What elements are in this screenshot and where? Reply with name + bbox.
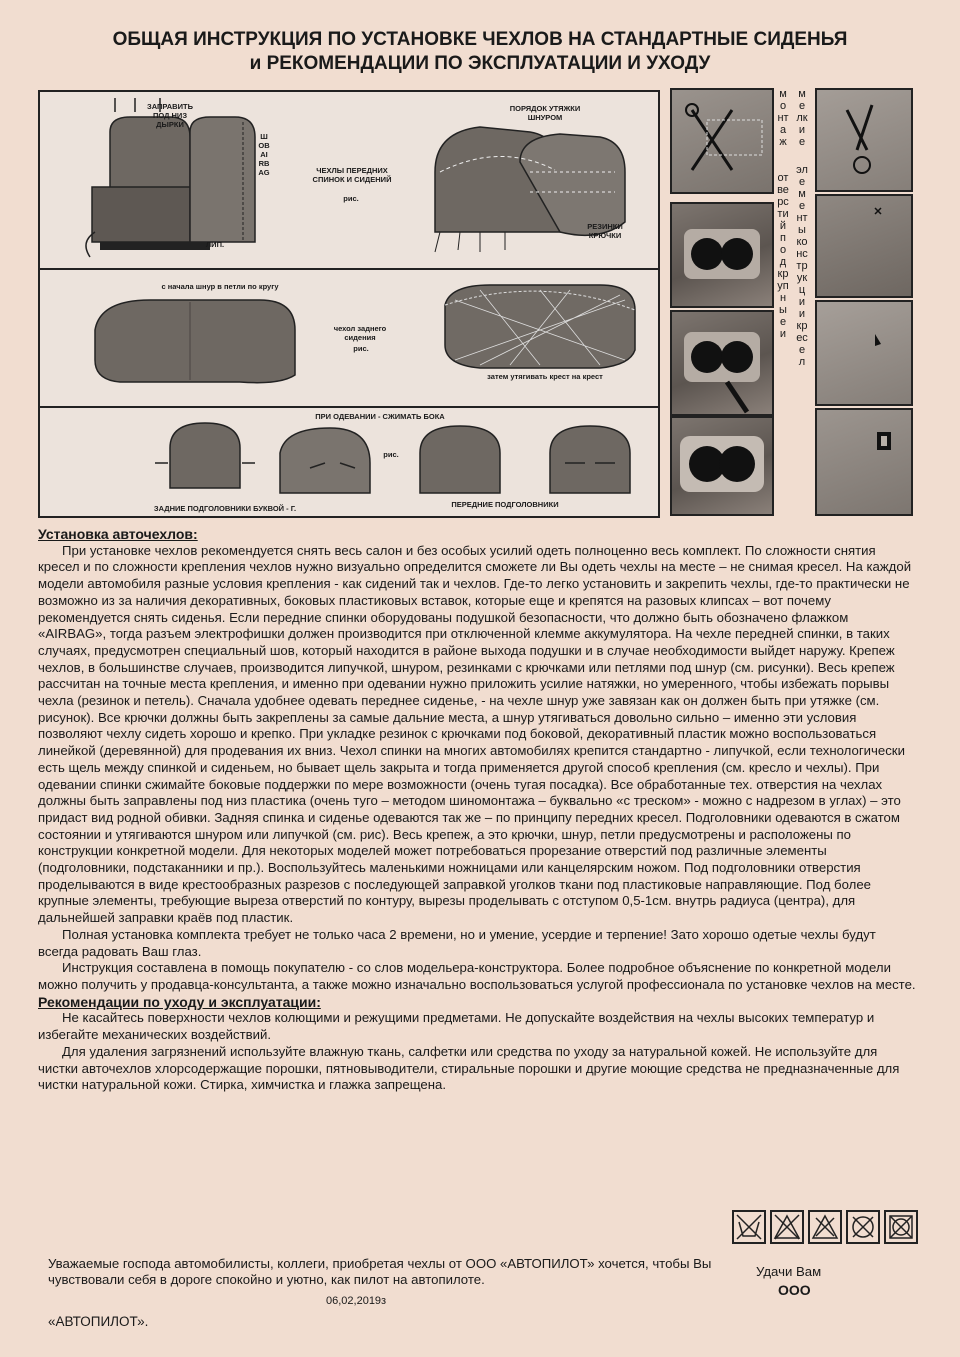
photo-cupholder-3 <box>670 416 774 516</box>
label-front-headrests: ПЕРЕДНИЕ ПОДГОЛОВНИКИ <box>451 500 559 509</box>
footer-greeting: Удачи Вам <box>756 1264 822 1279</box>
no-chlorine-icon <box>808 1210 842 1244</box>
install-paragraph-1: При установке чехлов рекомендуется снять весь салон и без особых усилий одеть полноценно весь комплект. По сложности снятия кресел и по сложности крепления чехлов нужно визуально определится сможете ли Вы одеть чехлы на месте – не снимая кресел. На каждой модели автомобиля разные условия крепления - как сидений так и чехлов. Где-то легко установить и закрепить чехлы, где-то практически не возможно из за наличия декоративных, боковых пластиковых вставок, которые еще и крепятся на разовых клипсах – вот почему рекомендуется снять сиденья. Если передние спинки оборудованы подушкой безопасности, что должно быть обозначено флажком «AIRBAG», тогда разъем электрофишки должен производится при отключенной клемме аккумулятора. На чехле передней спинки, в таких случаях, предусмотрен специальный шов, который находится в районе выхода подушки и в случае необходимости выйдет наружу. Крепеж чехлов, в большинстве случаев, производится липучкой, шнуром, резинками с крючками или петлями под шнур (см. рисунки). Весь крепеж рассчитан на точные места крепления, и именно при одевании нужно приложить усилие натяжки, но умеренного, чтобы избежать порывы чехла (резинок и петель). Сначала удобнее одевать переднее сиденье, - на чехле шнур уже завязан как он должен быть при утяжке (см. рисунок). Все крючки должны быть закреплены за самые дальние места, а шнур утягиваться довольно сильно – именно эти условия позволяют чехлу сидеть хорошо и крепко. При укладке резинок с крючками под боковой, декоративный пластик можно воспользоваться линейкой (деревянной) для продевания их вниз. Чехол спинки на многих автомобилях крепится стандартно - липучкой, если технологически есть щель между спинкой и сиденьем, но бывает щель закрыта и тогда применяется другой способ крепления (см. кресло и чехлы). При одевании спинки сжимайте боковые поддержки по мере возможности (очень тугая посадка). Все обработанные тех. отверстия на чехлах должны быть заправлены под низ пластика (очень туго – методом шиномонтажа – буквально «с треском» - можно с надрезом в углах) – это придаст вид родной обивки. Задняя спинка и сиденье одеваются так же – по принципу передних кресел. Подголовники одеваются в сжатом состоянии и утягиваются шнуром или липучкой (см. рис). Весь крепеж, а это крючки, шнур, петли предусмотрены и расположены по конструкции конкретной модели. Для некоторых моделей может потребоваться прорезание отверстий под различные элементы (подголовники, подстаканники и пр.). Воспользуйтесь маленькими ножницами или канцелярским ножом. Под подголовники отверстия проделываются в виде крестообразных разрезов с последующей заправкой уголков ткани под пластиковые направляющие. Под более крупные элементы, требующие выреза отверстий по контуру, вырезы проделывать с отступом 0,5-1см. внутрь радиуса (центра), для дальнейшей заправки краёв под пластик. <box>38 542 912 926</box>
care-symbols <box>732 1210 918 1248</box>
no-tumble-dry-icon <box>884 1210 918 1244</box>
title-line-2: и РЕКОМЕНДАЦИИ ПО ЭКСПЛУАТАЦИИ И УХОДУ <box>249 53 711 74</box>
figure-front-seats <box>40 92 658 270</box>
label-front-covers: ЧЕХЛЫ ПЕРЕДНИХ СПИНОК И СИДЕНИЙ <box>312 166 392 184</box>
install-heading: Установка авточехлов: <box>38 526 198 542</box>
label-lacing-order: ПОРЯДОК УТЯЖКИ ШНУРОМ <box>509 104 581 122</box>
label-tuck-under: ЗАПРАВИТЬ ПОД НИЗ ДЫРКИ <box>147 102 193 129</box>
instruction-text <box>38 526 918 1094</box>
label-fig-3: рис. <box>383 450 399 459</box>
photo-cupholder-1 <box>670 202 774 308</box>
care-paragraph-2: Для удаления загрязнений используйте влажную ткань, салфетки или средства по уходу за натуральной кожей. Не используйте для чистки авточехлов хлорсодержащие порошки, пятновыводители, стиральные порошки и другие моющие средства не предназначенные для чистки натуральной кожи. Стирка, химчистка и глажка запрещена. <box>38 1043 900 1093</box>
footer-line-2: чувствовали себя в дороге спокойно и уютно, как пилот на автопилоте. <box>48 1272 485 1287</box>
photo-cross-mark <box>815 194 913 298</box>
figure-headrests <box>40 408 658 518</box>
label-elastic-hooks: РЕЗИНКИ КРЮЧКИ <box>587 222 623 240</box>
label-rear-cover: чехол заднего сидения <box>333 324 387 342</box>
side-note-holes: отверстий под крупные и <box>777 172 789 340</box>
footer-ooo: ООО <box>778 1282 811 1298</box>
footer-date: 06,02,2019з <box>326 1295 387 1307</box>
figure-rear-seat <box>40 270 658 408</box>
photo-scissors-cut <box>670 88 774 194</box>
photo-headrest-guide <box>815 408 913 516</box>
label-airbag-seam: ШОВ AIRBAG <box>258 132 270 177</box>
no-bleach-icon <box>770 1210 804 1244</box>
label-fig-2: рис. <box>353 344 369 353</box>
care-paragraph-1: Не касайтесь поверхности чехлов колющими и режущими предметами. Не допускайте воздействия на чехлы высоких температур и избегайте механических воздействий. <box>38 1010 875 1043</box>
label-cord-loops: с начала шнур в петли по кругу <box>161 282 279 291</box>
no-wash-icon <box>732 1210 766 1244</box>
photo-cross-cut <box>815 300 913 406</box>
title-line-1: ОБЩАЯ ИНСТРУКЦИЯ ПО УСТАНОВКЕ ЧЕХЛОВ НА СТАНДАРТНЫЕ СИДЕНЬЯ <box>112 29 848 50</box>
side-note-small: мелкие <box>796 88 808 148</box>
install-paragraph-3: Инструкция составлена в помощь покупателю - со слов модельера-конструктора. Более подробное объяснение по конкретной модели можно получить у продавца-консультанта, а также можно изначально воспользоваться услугой профессионала по установке чехлов на месте. <box>38 960 916 992</box>
label-rear-headrests: ЗАДНИЕ ПОДГОЛОВНИКИ БУКВОЙ - Г. <box>153 504 297 513</box>
install-paragraph-2: Полная установка комплекта требует не только часа 2 времени, но и умение, усердие и терпение! Зато хорошо одетые чехлы будут всегда радовать Ваш глаз. <box>38 926 876 959</box>
care-heading: Рекомендации по уходу и эксплуатации: <box>38 993 321 1010</box>
photo-cupholder-2 <box>670 310 774 416</box>
no-dry-clean-icon <box>846 1210 880 1244</box>
installation-figures <box>38 90 660 518</box>
label-velcro: ЛИП. <box>205 240 225 249</box>
side-note-elements: элементы конструкции кресел <box>796 164 808 368</box>
photo-scissors-headrest <box>815 88 913 192</box>
footer-company: «АВТОПИЛОТ». <box>48 1314 149 1329</box>
side-note-mounting: монтаж <box>777 88 789 148</box>
footer-line-1: Уважаемые господа автомобилисты, коллеги, приобретая чехлы от ООО «АВТОПИЛОТ» хочется, чтобы Вы <box>48 1256 712 1271</box>
label-squeeze-sides: ПРИ ОДЕВАНИИ - СЖИМАТЬ БОКА <box>315 412 445 421</box>
document-title <box>60 28 900 76</box>
label-cross-pull: затем утягивать крест на крест <box>487 372 603 381</box>
label-fig-1: рис. <box>343 194 359 203</box>
